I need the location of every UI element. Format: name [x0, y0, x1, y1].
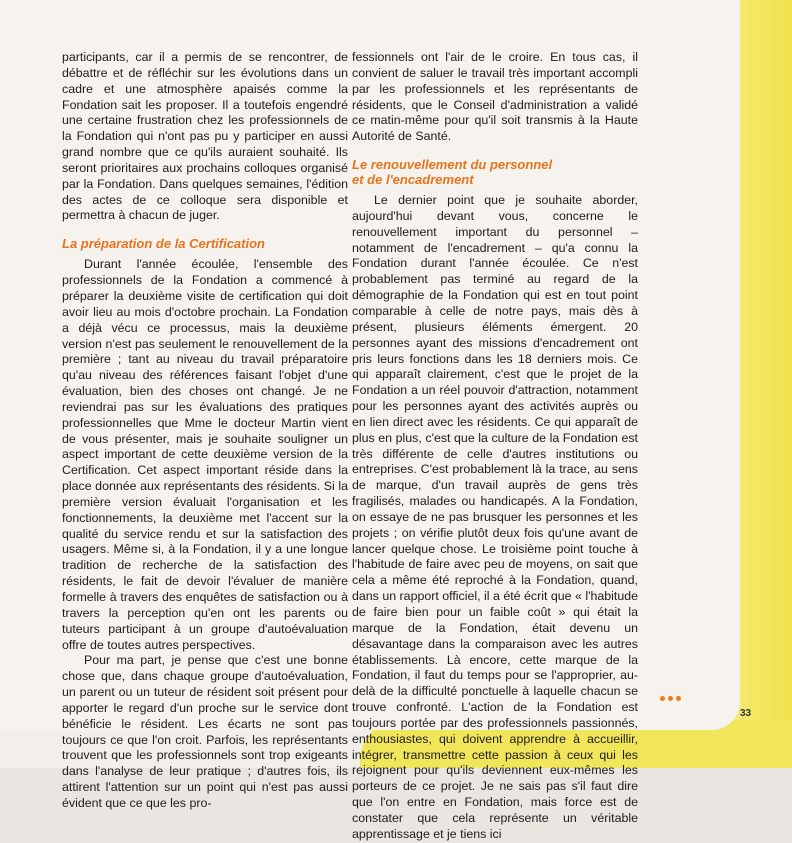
right-paragraph-2: Le dernier point que je souhaite aborder, aujourd'hui devant vous, concerne le renouvellement important du personnel – notamment de l'encadrement – qu'a connu la Fondation durant l'année écoulée. Ce n'est probablement pas terminé au regard de la démographie de la Fondation qui est en tout point comparable à celle de notre pays, mais dès à présent, plusieurs éléments émergent. 20 personnes ayant des missions d'encadrement ont pris leurs fonctions dans les 18 derniers mois. Ce qui apparaît clairement, c'est que le projet de la Fondation a un réel pouvoir d'attraction, notamment pour les personnes ayant des activités auprès ou en lien direct avec les résidents. Ce qui apparaît de plus en plus, c'est que la culture de la Fondation est très différente de celle d'autres institutions ou entreprises. C'est probablement là la trace, au sens de marque, d'un travail auprès de gens très fragilisés, malades ou handicapés. A la Fondation, on essaye de ne pas brusquer les personnes et les projets ; on vérifie plutôt deux fois qu'une avant de lancer quelque chose. Le troisième point touche à l'habitude de faire avec peu de moyens, on sait que cela a même été reproché à la Fondation, quand, dans un rapport officiel, il a été écrit que « l'habitude de faire bien pour un faible coût » qui était la marque de la Fondation, était devenu un désavantage dans la comparaison avec les autres établissements. Là encore, cette marque de la Fondation, il faut du temps pour se l'approprier, au-delà de la difficulté ponctuelle à laquelle chacun se trouve confronté. L'action de la Fondation est toujours portée par des professionnels passionnés, enthousiastes, qui doivent apprendre à accueillir, intégrer, transmettre cette passion à ceux qui les rejoignent pour qu'ils deviennent eux-mêmes les porteurs de ce projet. Je ne sais pas s'il faut dire que l'on entre en Fondation, mais force est de constater que cela représente un véritable apprentissage et je tiens ici: [352, 193, 638, 841]
section-heading-renouvellement: [352, 157, 638, 187]
left-paragraph-1: participants, car il a permis de se rencontrer, de débattre et de réfléchir sur les évolutions dans un cadre et une atmosphère apaisés comme la Fondation sait les proposer. Il a toutefois engendré une certaine frustration chez les professionnels de la Fondation qui n'ont pas pu y participer en aussi grand nombre que ce qu'ils auraient souhaité. Ils seront prioritaires aux prochains colloques organisé par la Fondation. Dans quelques semaines, l'édition des actes de ce colloque sera disponible et permettra à chacun de juger.: [62, 50, 348, 223]
page-number: 33: [740, 708, 752, 719]
right-paragraph-1: fessionnels ont l'air de le croire. En tous cas, il convient de saluer le travail très important accompli par les professionnels et les représentants de résidents, que le Conseil d'administration a validé ce matin-même pour qu'il soit transmis à la Haute Autorité de Santé.: [352, 50, 638, 144]
left-column: [62, 50, 348, 812]
decorative-dots-icon: [660, 696, 681, 701]
left-paragraph-2: Durant l'année écoulée, l'ensemble des professionnels de la Fondation a commencé à préparer la deuxième visite de certification qui doit avoir lieu au mois d'octobre prochain. La Fondation a déjà vécu ce processus, mais la deuxième version n'est pas seulement le renouvellement de la première ; tant au niveau du travail préparatoire qu'au niveau des références faisant l'objet d'une évaluation, bien des choses ont changé. Je ne reviendrai pas sur les évaluations des pratiques professionnelles que Mme le docteur Martin vient de vous présenter, mais je souhaite souligner un aspect important de cette deuxième version de la Certification. Cet aspect important réside dans la place donnée aux représentants des résidents. Si la première version évaluait l'organisation et les fonctionnements, la deuxième met l'accent sur la qualité du service rendu et sur la satisfaction des usagers. Même si, à la Fondation, il y a une longue tradition de recherche de la satisfaction des résidents, le fait de devoir l'évaluer de manière formelle à travers des enquêtes de satisfaction ou à travers la perception qu'en ont les parents ou tuteurs participant à un groupe d'autoévaluation offre de toutes autres perspectives.: [62, 257, 348, 652]
heading-line-2: et de l'encadrement: [352, 172, 474, 188]
left-paragraph-3: Pour ma part, je pense que c'est une bonne chose que, dans chaque groupe d'autoévaluation, un parent ou un tuteur de résident soit présent pour apporter le regard d'un proche sur le service dont bénéficie le résident. Les écarts ne sont pas toujours ce que l'on croit. Parfois, les représentants trouvent que les professionnels sont trop exigeants dans l'analyse de leur pratique ; d'autres fois, ils attirent l'attention sur un point qui n'est pas aussi évident que ce que les pro-: [62, 653, 348, 810]
right-column: [352, 50, 638, 843]
heading-line-1: Le renouvellement du personnel: [352, 157, 553, 173]
section-heading-certification: La préparation de la Certification: [62, 236, 265, 252]
